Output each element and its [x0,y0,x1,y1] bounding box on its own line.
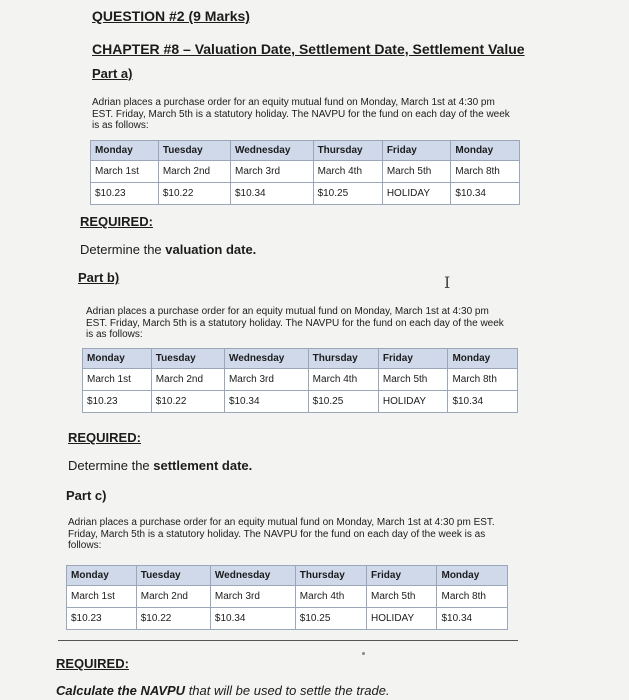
decorative-dot [362,652,365,655]
date-cell: March 1st [67,586,137,608]
question-title: QUESTION #2 (9 Marks) [92,8,250,24]
date-cell: March 1st [83,369,152,391]
text-cursor-icon: I [444,273,451,292]
value-cell: $10.23 [67,608,137,630]
date-cell: March 3rd [210,586,295,608]
part-a-heading: Part a) [92,66,133,81]
navpu-table-c [66,565,508,630]
date-cell: March 2nd [151,369,224,391]
part-c-required: REQUIRED: [56,656,129,671]
day-cell: Wednesday [230,141,313,161]
value-cell: $10.34 [448,391,518,413]
day-cell: Friday [378,349,448,369]
part-b-task: Determine the settlement date. [68,458,253,473]
date-cell: March 1st [91,161,159,183]
date-cell: March 4th [313,161,382,183]
date-cell: March 5th [367,586,437,608]
day-cell: Thursday [308,349,378,369]
value-cell: $10.25 [308,391,378,413]
navpu-table-b [82,348,518,413]
day-cell: Tuesday [158,141,230,161]
date-cell: March 4th [295,586,366,608]
value-cell: $10.34 [224,391,308,413]
value-cell: $10.23 [91,183,159,205]
value-cell: $10.22 [158,183,230,205]
part-b-paragraph: Adrian places a purchase order for an equity mutual fund on Monday, March 1st at 4:30 pm EST. Friday, March 5th is a statutory holiday. The NAVPU for the fund on each day of the week is as follows: [86,306,504,340]
value-cell: $10.34 [437,608,508,630]
day-cell: Monday [91,141,159,161]
part-b-required: REQUIRED: [68,430,141,445]
day-cell: Monday [83,349,152,369]
date-cell: March 8th [448,369,518,391]
date-cell: March 8th [437,586,508,608]
value-cell: $10.22 [151,391,224,413]
date-cell: March 5th [382,161,451,183]
part-c-paragraph: Adrian places a purchase order for an equity mutual fund on Monday, March 1st at 4:30 pm EST. Friday, March 5th is a statutory holiday. The NAVPU for the fund on each day of the week is as follows: [68,517,495,551]
day-cell: Thursday [295,566,366,586]
value-cell: $10.34 [230,183,313,205]
day-cell: Friday [367,566,437,586]
day-cell: Monday [448,349,518,369]
date-cell: March 4th [308,369,378,391]
chapter-title: CHAPTER #8 – Valuation Date, Settlement Date, Settlement Value [92,41,525,57]
date-cell: March 3rd [224,369,308,391]
value-cell: HOLIDAY [378,391,448,413]
part-c-heading: Part c) [66,488,107,503]
horizontal-rule [58,640,518,641]
part-c-task: Calculate the NAVPU that will be used to settle the trade. [56,683,390,698]
day-cell: Monday [67,566,137,586]
day-cell: Wednesday [224,349,308,369]
part-a-required: REQUIRED: [80,214,153,229]
day-cell: Tuesday [151,349,224,369]
date-cell: March 2nd [136,586,210,608]
value-cell: HOLIDAY [382,183,451,205]
date-cell: March 5th [378,369,448,391]
part-a-paragraph: Adrian places a purchase order for an equity mutual fund on Monday, March 1st at 4:30 pm EST. Friday, March 5th is a statutory holiday. The NAVPU for the fund on each day of the week is as follows: [92,97,510,131]
day-cell: Monday [437,566,508,586]
day-cell: Tuesday [136,566,210,586]
value-cell: $10.25 [313,183,382,205]
day-cell: Monday [451,141,520,161]
date-cell: March 8th [451,161,520,183]
part-a-task: Determine the valuation date. [80,242,257,257]
date-cell: March 3rd [230,161,313,183]
value-cell: $10.34 [451,183,520,205]
value-cell: $10.34 [210,608,295,630]
value-cell: HOLIDAY [367,608,437,630]
day-cell: Wednesday [210,566,295,586]
day-cell: Thursday [313,141,382,161]
value-cell: $10.22 [136,608,210,630]
navpu-table-a [90,140,520,205]
part-b-heading: Part b) [78,270,120,285]
value-cell: $10.23 [83,391,152,413]
value-cell: $10.25 [295,608,366,630]
day-cell: Friday [382,141,451,161]
date-cell: March 2nd [158,161,230,183]
